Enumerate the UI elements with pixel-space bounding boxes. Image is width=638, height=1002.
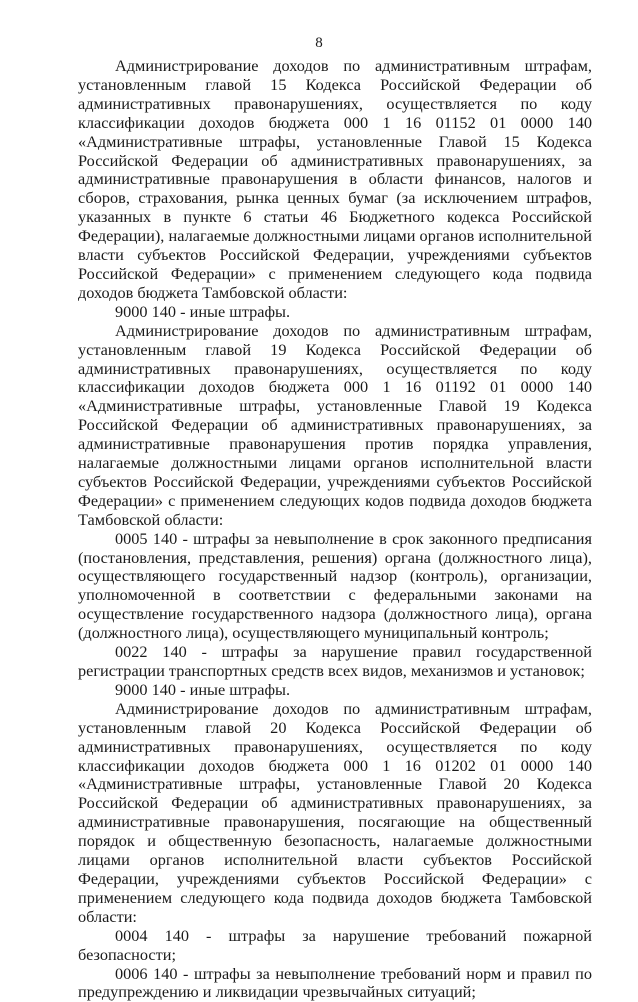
page-number: 8 bbox=[0, 34, 638, 52]
paragraph-code-0004-fire-safety-fines: 0004 140 - штрафы за нарушение требований пожарной безопасности; bbox=[78, 927, 592, 965]
paragraph-chapter-15-administration: Администрирование доходов по административным штрафам, установленным главой 15 Кодекса Российской Федерации об административных правонарушениях, осуществляется по коду классификации доходов бюджета 000 1 16 01152 01 0000 140 «Административные штрафы, установленные Главой 15 Кодекса Российской Федерации об административных правонарушениях, за административные правонарушения в области финансов, налогов и сборов, страхования, рынка ценных бумаг (за исключением штрафов, указанных в пункте 6 статьи 46 Бюджетного кодекса Российской Федерации), налагаемые должностными лицами органов исполнительной власти субъектов Российской Федерации, учреждениями субъектов Российской Федерации» с применением следующего кода подвида доходов бюджета Тамбовской области: bbox=[78, 57, 592, 303]
document-body bbox=[78, 57, 592, 1002]
paragraph-code-0022-fines: 0022 140 - штрафы за нарушение правил государственной регистрации транспортных средств всех видов, механизмов и установок; bbox=[78, 643, 592, 681]
paragraph-code-0005-fines: 0005 140 - штрафы за невыполнение в срок законного предписания (постановления, представления, решения) органа (должностного лица), осуществляющего государственный надзор (контроль), организации, уполномоченной в соответствии с федеральными законами на осуществление государственного надзора (должностного лица), органа (должностного лица), осуществляющего муниципальный контроль; bbox=[78, 530, 592, 643]
paragraph-code-0006-emergency-fines: 0006 140 - штрафы за невыполнение требований норм и правил по предупреждению и ликвидации чрезвычайных ситуаций; bbox=[78, 965, 592, 1002]
paragraph-code-9000-other-fines: 9000 140 - иные штрафы. bbox=[78, 681, 592, 700]
paragraph-code-9000-other-fines: 9000 140 - иные штрафы. bbox=[78, 303, 592, 322]
paragraph-chapter-19-administration: Администрирование доходов по административным штрафам, установленным главой 19 Кодекса Российской Федерации об административных правонарушениях, осуществляется по коду классификации доходов бюджета 000 1 16 01192 01 0000 140 «Административные штрафы, установленные Главой 19 Кодекса Российской Федерации об административных правонарушениях, за административные правонарушения против порядка управления, налагаемые должностными лицами органов исполнительной власти субъектов Российской Федерации, учреждениями субъектов Российской Федерации» с применением следующих кодов подвида доходов бюджета Тамбовской области: bbox=[78, 322, 592, 530]
paragraph-chapter-20-administration: Администрирование доходов по административным штрафам, установленным главой 20 Кодекса Российской Федерации об административных правонарушениях, осуществляется по коду классификации доходов бюджета 000 1 16 01202 01 0000 140 «Административные штрафы, установленные Главой 20 Кодекса Российской Федерации об административных правонарушениях, за административные правонарушения, посягающие на общественный порядок и общественную безопасность, налагаемые должностными лицами органов исполнительной власти субъектов Российской Федерации, учреждениями субъектов Российской Федерации» с применением следующего кода подвида доходов бюджета Тамбовской области: bbox=[78, 700, 592, 927]
